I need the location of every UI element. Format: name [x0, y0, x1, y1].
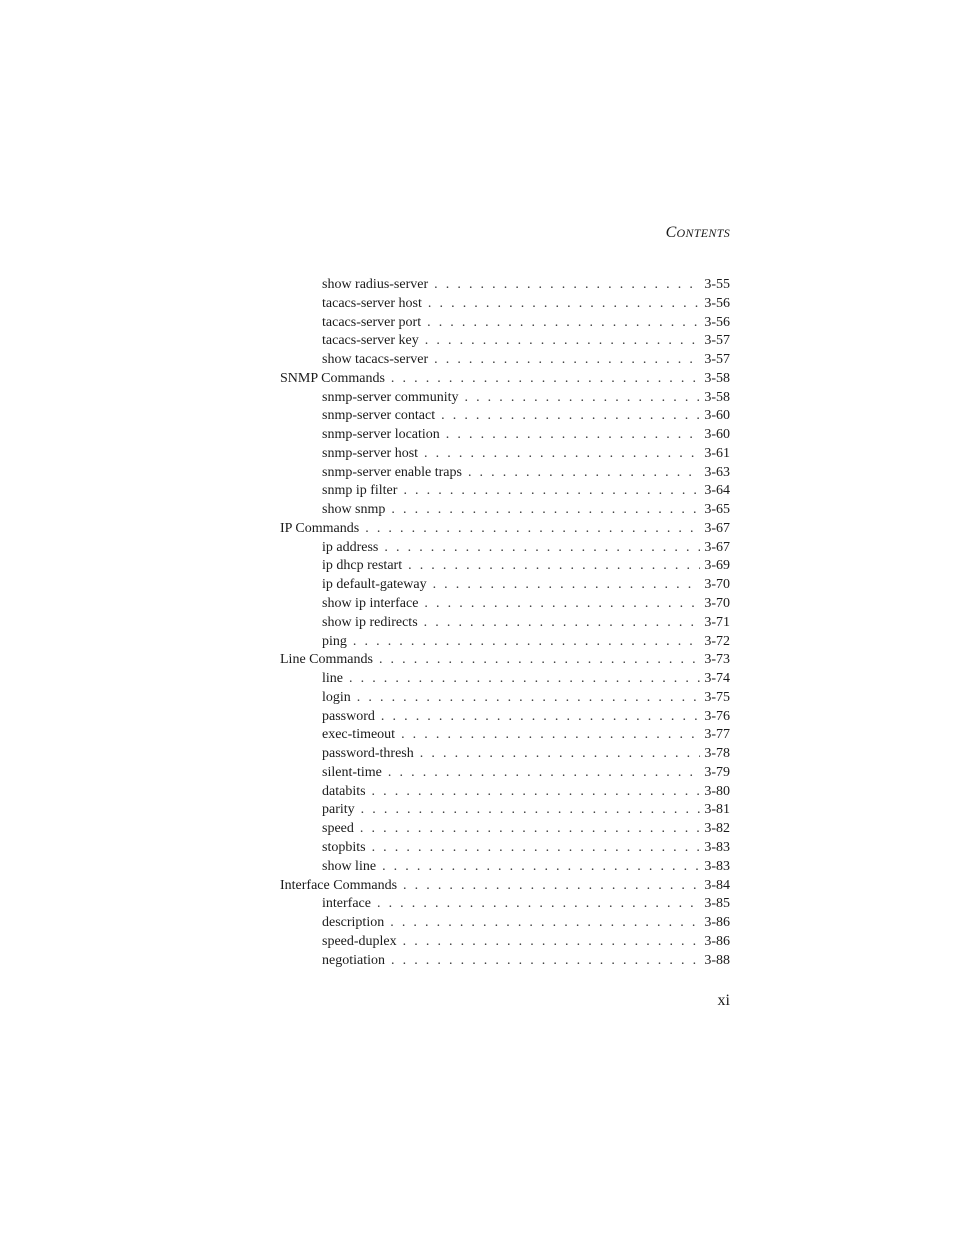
- toc-subentry[interactable]: [280, 332, 730, 351]
- dot-leader: [381, 708, 700, 727]
- toc-entry-title: Line Commands: [280, 652, 373, 668]
- toc-entry-title: speed: [322, 821, 354, 837]
- toc-subentry[interactable]: [280, 314, 730, 333]
- toc-entry-title: login: [322, 689, 351, 705]
- toc-entry-page: 3-64: [704, 483, 730, 499]
- toc-entry-page: 3-57: [704, 333, 730, 349]
- toc-entry-page: 3-70: [704, 577, 730, 593]
- toc-subentry[interactable]: [280, 426, 730, 445]
- dot-leader: [391, 501, 700, 520]
- toc-entry-page: 3-84: [704, 877, 730, 893]
- dot-leader: [428, 295, 700, 314]
- toc-subentry[interactable]: [280, 614, 730, 633]
- toc-subentry[interactable]: [280, 670, 730, 689]
- dot-leader: [388, 764, 700, 783]
- toc-subentry[interactable]: [280, 689, 730, 708]
- toc-entry-page: 3-58: [704, 370, 730, 386]
- toc-subentry[interactable]: [280, 501, 730, 520]
- toc-entry-page: 3-80: [704, 783, 730, 799]
- dot-leader: [391, 952, 700, 971]
- dot-leader: [408, 557, 700, 576]
- running-header-rest: ONTENTS: [676, 226, 730, 240]
- toc-subentry[interactable]: [280, 633, 730, 652]
- toc-entry-title: parity: [322, 802, 355, 818]
- toc-entry-page: 3-86: [704, 933, 730, 949]
- toc-entry-title: show tacacs-server: [322, 352, 429, 368]
- toc-entry-page: 3-65: [704, 502, 730, 518]
- dot-leader: [377, 895, 700, 914]
- toc-subentry[interactable]: [280, 858, 730, 877]
- dot-leader: [424, 614, 701, 633]
- dot-leader: [360, 820, 700, 839]
- toc-entry-page: 3-73: [704, 652, 730, 668]
- toc-entry-page: 3-72: [704, 633, 730, 649]
- dot-leader: [372, 783, 701, 802]
- toc-entry-page: 3-56: [704, 314, 730, 330]
- toc-entry-page: 3-76: [704, 708, 730, 724]
- toc-entry-title: SNMP Commands: [280, 370, 385, 386]
- toc-entry-page: 3-82: [704, 821, 730, 837]
- dot-leader: [403, 933, 701, 952]
- dot-leader: [390, 914, 700, 933]
- toc-section-entry[interactable]: [280, 370, 730, 389]
- toc-subentry[interactable]: [280, 276, 730, 295]
- toc-entry-title: stopbits: [322, 839, 366, 855]
- toc-subentry[interactable]: [280, 801, 730, 820]
- toc-subentry[interactable]: [280, 726, 730, 745]
- dot-leader: [441, 407, 700, 426]
- toc-entry-title: exec-timeout: [322, 727, 396, 743]
- toc-entry-title: snmp-server location: [322, 427, 440, 443]
- dot-leader: [353, 633, 700, 652]
- toc-entry-title: IP Commands: [280, 520, 360, 536]
- toc-subentry[interactable]: [280, 952, 730, 971]
- toc-entry-title: silent-time: [322, 764, 382, 780]
- toc-entry-page: 3-58: [704, 389, 730, 405]
- dot-leader: [427, 314, 700, 333]
- toc-subentry[interactable]: [280, 783, 730, 802]
- dot-leader: [468, 464, 700, 483]
- toc-entry-title: show ip interface: [322, 596, 419, 612]
- toc-subentry[interactable]: [280, 445, 730, 464]
- dot-leader: [391, 370, 700, 389]
- toc-entry-page: 3-75: [704, 689, 730, 705]
- toc-subentry[interactable]: [280, 576, 730, 595]
- toc-entry-title: snmp-server community: [322, 389, 459, 405]
- toc-entry-title: tacacs-server port: [322, 314, 422, 330]
- toc-entry-title: snmp-server contact: [322, 408, 436, 424]
- toc-subentry[interactable]: [280, 914, 730, 933]
- toc-section-entry[interactable]: [280, 877, 730, 896]
- toc-subentry[interactable]: [280, 464, 730, 483]
- toc-entry-title: description: [322, 915, 385, 931]
- toc-subentry[interactable]: [280, 389, 730, 408]
- toc-entry-page: 3-78: [704, 746, 730, 762]
- toc-entry-title: ping: [322, 633, 347, 649]
- toc-subentry[interactable]: [280, 557, 730, 576]
- dot-leader: [403, 877, 700, 896]
- dot-leader: [424, 595, 700, 614]
- toc-entry-title: show radius-server: [322, 277, 429, 292]
- toc-entry-page: 3-56: [704, 295, 730, 311]
- toc-entry-page: 3-85: [704, 896, 730, 912]
- toc-entry-page: 3-60: [704, 427, 730, 443]
- toc-entry-title: ip address: [322, 539, 379, 555]
- table-of-contents: [280, 276, 730, 970]
- toc-entry-page: 3-81: [704, 802, 730, 818]
- toc-entry-page: 3-69: [704, 558, 730, 574]
- toc-entry-page: 3-55: [704, 277, 730, 292]
- toc-entry-title: Interface Commands: [280, 877, 398, 893]
- dot-leader: [365, 520, 700, 539]
- toc-section-entry[interactable]: [280, 520, 730, 539]
- toc-subentry[interactable]: [280, 295, 730, 314]
- dot-leader: [425, 332, 701, 351]
- dot-leader: [446, 426, 701, 445]
- toc-section-entry[interactable]: [280, 651, 730, 670]
- dot-leader: [384, 539, 700, 558]
- toc-entry-title: line: [322, 671, 343, 687]
- toc-entry-page: 3-74: [704, 671, 730, 687]
- toc-subentry[interactable]: [280, 839, 730, 858]
- toc-entry-title: ip dhcp restart: [322, 558, 403, 574]
- toc-entry-title: snmp ip filter: [322, 483, 398, 499]
- dot-leader: [464, 389, 700, 408]
- dot-leader: [420, 745, 701, 764]
- dot-leader: [379, 651, 700, 670]
- toc-subentry[interactable]: [280, 407, 730, 426]
- toc-entry-title: show snmp: [322, 502, 386, 518]
- toc-subentry[interactable]: [280, 351, 730, 370]
- dot-leader: [361, 801, 701, 820]
- toc-entry-page: 3-83: [704, 839, 730, 855]
- running-header: [666, 224, 730, 242]
- running-header-initial: C: [665, 224, 677, 241]
- dot-leader: [357, 689, 701, 708]
- toc-entry-page: 3-71: [704, 614, 730, 630]
- toc-entry-title: interface: [322, 896, 371, 912]
- toc-subentry[interactable]: [280, 895, 730, 914]
- toc-subentry[interactable]: [280, 482, 730, 501]
- dot-leader: [401, 726, 700, 745]
- toc-entry-title: password: [322, 708, 375, 724]
- toc-subentry[interactable]: [280, 708, 730, 727]
- toc-entry-page: 3-67: [704, 539, 730, 555]
- toc-entry-title: password-thresh: [322, 746, 414, 762]
- toc-entry-title: tacacs-server host: [322, 295, 422, 311]
- toc-subentry[interactable]: [280, 820, 730, 839]
- dot-leader: [372, 839, 701, 858]
- toc-entry-title: show ip redirects: [322, 614, 418, 630]
- toc-subentry[interactable]: [280, 539, 730, 558]
- toc-entry-title: tacacs-server key: [322, 333, 419, 349]
- page-number: xi: [717, 992, 730, 1009]
- toc-entry-page: 3-70: [704, 596, 730, 612]
- toc-subentry[interactable]: [280, 745, 730, 764]
- dot-leader: [349, 670, 700, 689]
- toc-entry-title: databits: [322, 783, 366, 799]
- toc-entry-title: snmp-server host: [322, 445, 419, 461]
- toc-entry-page: 3-63: [704, 464, 730, 480]
- toc-entry-title: snmp-server enable traps: [322, 464, 462, 480]
- dot-leader: [382, 858, 700, 877]
- toc-entry-page: 3-88: [704, 952, 730, 968]
- toc-subentry[interactable]: [280, 595, 730, 614]
- dot-leader: [433, 576, 701, 595]
- dot-leader: [434, 276, 700, 295]
- dot-leader: [424, 445, 700, 464]
- toc-entry-title: negotiation: [322, 952, 385, 968]
- dot-leader: [434, 351, 700, 370]
- toc-entry-title: ip default-gateway: [322, 577, 427, 593]
- toc-entry-page: 3-83: [704, 858, 730, 874]
- toc-subentry[interactable]: [280, 933, 730, 952]
- toc-entry-page: 3-77: [704, 727, 730, 743]
- toc-entry-page: 3-79: [704, 764, 730, 780]
- dot-leader: [403, 482, 700, 501]
- toc-entry-page: 3-61: [704, 445, 730, 461]
- toc-entry-page: 3-60: [704, 408, 730, 424]
- toc-subentry[interactable]: [280, 764, 730, 783]
- toc-entry-page: 3-67: [704, 520, 730, 536]
- toc-entry-title: speed-duplex: [322, 933, 397, 949]
- toc-entry-page: 3-57: [704, 352, 730, 368]
- toc-entry-page: 3-86: [704, 915, 730, 931]
- toc-entry-title: show line: [322, 858, 377, 874]
